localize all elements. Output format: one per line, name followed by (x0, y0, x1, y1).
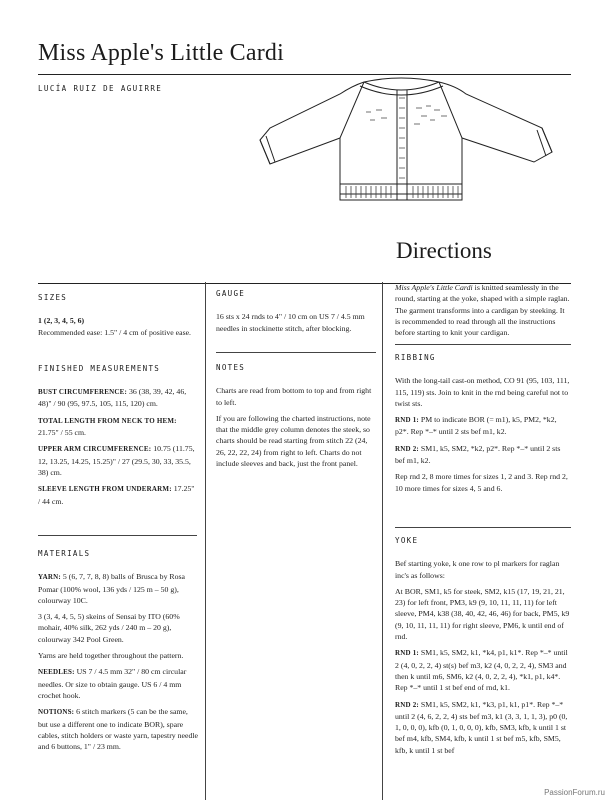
materials-heading: MATERIALS (38, 549, 91, 558)
yoke-section (395, 535, 571, 761)
title-rule (38, 74, 571, 75)
yarn2-text: 3 (3, 4, 4, 5, 5) skeins of Sensai by ITO (60% mohair, 40% silk, 262 yds / 240 m – 20 g), colourway 342 Pool Green. (38, 612, 180, 644)
ribbing-rnd1: RND 1: PM to indicate BOR (= m1), k5, PM2, *k2, p2*. Rep *–* until 2 sts bef m1, k2. (395, 415, 557, 437)
notes-rule (216, 352, 376, 353)
materials-rule (38, 535, 197, 536)
left-column (38, 292, 198, 512)
notes-heading: NOTES (216, 363, 246, 372)
needles-text: NEEDLES: US 7 / 4.5 mm 32" / 80 cm circular needles. Or size to obtain gauge. US 6 / 4 mm crochet hook. (38, 667, 187, 700)
watermark: PassionForum.ru (544, 788, 605, 797)
intro-text: Miss Apple's Little Cardi is knitted seamlessly in the round, starting at the yoke, shaped with a simple raglan. The garment transforms into a cardigan by steeking. It is recommended to read through all the instructions before starting to knit your cardigan. (395, 283, 570, 338)
bust-measurement: BUST CIRCUMFERENCE: 36 (38, 39, 42, 46, 48)" / 90 (95, 97.5, 105, 115, 120) cm. (38, 387, 187, 409)
arm-measurement: UPPER ARM CIRCUMFERENCE: 10.75 (11.75, 12, 13.25, 14.25, 15.25)" / 27 (29.5, 30, 33, 35.5, 38) cm. (38, 444, 195, 477)
materials-section (38, 548, 198, 757)
yoke-rnd2: RND 2: SM1, k5, SM2, k1, *k3, p1, k1, p1*. Rep *–* until 2 (4, 6, 2, 2, 4) sts bef m3, k1 (3, 3, 1, 1, 3), p0 (0, 1, 0, 0, 0), kfb (0, 1, 0, 0, 0), kfb, SM3, kfb, k until 1 st bef m4, kfb, SM4, kfb, k until 1 st bef m5, kfb, SM5, kfb, k until 1 st bef (395, 699, 568, 755)
ribbing-rnd2: RND 2: SM1, k5, SM2, *k2, p2*. Rep *–* until 2 sts bef m1, k2. (395, 443, 561, 466)
notes-section (216, 362, 376, 474)
cardigan-sketch (256, 76, 556, 226)
column-divider-2 (382, 282, 383, 800)
yoke-heading: YOKE (395, 536, 419, 545)
directions-heading: Directions (396, 238, 492, 263)
column-divider-1 (205, 282, 206, 800)
yoke-p2: At BOR, SM1, k5 for steek, SM2, k15 (17, 19, 21, 21, 23) for left front, PM3, k9 (9, 10, 11, 11, 11) for left sleeve, PM4, k38 (38, 40, 42, 46, 46) for back, PM5, k9 (9, 10, 11, 11, 11) for right sleeve, PM6, k until end of rnd. (395, 586, 570, 642)
author-name: LUCÍA RUIZ DE AGUIRRE (38, 84, 163, 93)
notes-p1: Charts are read from bottom to top and from right to left. (216, 386, 372, 407)
sleeve-measurement: SLEEVE LENGTH FROM UNDERARM: 17.25" / 44 cm. (38, 484, 195, 506)
right-column (395, 282, 571, 343)
length-measurement: TOTAL LENGTH FROM NECK TO HEM: 21.75" / 55 cm. (38, 416, 177, 438)
pattern-title: Miss Apple's Little Cardi (38, 40, 284, 66)
yarn-text: YARN: 5 (6, 7, 7, 8, 8) balls of Brusca by Rosa Pomar (100% wool, 136 yds / 125 m – 50 g), colourway 10C. (38, 572, 186, 605)
finished-heading: FINISHED MEASUREMENTS (38, 363, 161, 373)
yoke-p1: Bef starting yoke, k one row to pl markers for raglan inc's as follows: (395, 559, 560, 580)
gauge-text: 16 sts x 24 rnds to 4" / 10 cm on US 7 / 4.5 mm needles in stockinette stitch, after blocking. (216, 312, 365, 333)
sizes-list: 1 (2, 3, 4, 5, 6) (38, 316, 85, 326)
ribbing-rule (395, 344, 571, 345)
yoke-rnd1: RND 1: SM1, k5, SM2, k1, *k4, p1, k1*. Rep *–* until 2 (4, 0, 2, 2, 4) st(s) bef m3, k2 (4, 0, 2, 2, 4), SM3 and then k until m6, SM6, k2 (4, 0, 2, 2, 4), *k1, p1, k4*. Rep *–* until 1 st bef end of rnd, k1. (395, 648, 568, 693)
ribbing-p1: With the long-tail cast-on method, CO 91 (95, 103, 111, 115, 119) sts. Join to knit in the rnd being careful not to twist sts. (395, 376, 570, 408)
held-text: Yarns are held together throughout the pattern. (38, 651, 184, 661)
notions-text: NOTIONS: 6 stitch markers (5 can be the same, but use a different one to indicate BOR), spare cables, stitch holders or waste yarn, tapestry needle and 6 buttons, 1" / 23 mm. (38, 707, 198, 752)
yoke-rule (395, 527, 571, 528)
middle-column (216, 288, 376, 339)
ribbing-repeat: Rep rnd 2, 8 more times for sizes 1, 2 and 3. Rep rnd 2, 10 more times for sizes 4, 5 and 6. (395, 472, 568, 493)
notes-p2: If you are following the charted instructions, note that the middle grey column denotes the steek, so charts should be read starting from stitch 22 (24, 26, 22, 22, 24) from right to left. Charts do not include sleeves and back, just the front panel. (216, 413, 371, 469)
sizes-heading: SIZES (38, 293, 68, 302)
gauge-heading: GAUGE (216, 289, 246, 298)
sizes-ease: Recommended ease: 1.5" / 4 cm of positive ease. (38, 327, 192, 337)
ribbing-heading: RIBBING (395, 353, 436, 362)
ribbing-section (395, 352, 571, 499)
